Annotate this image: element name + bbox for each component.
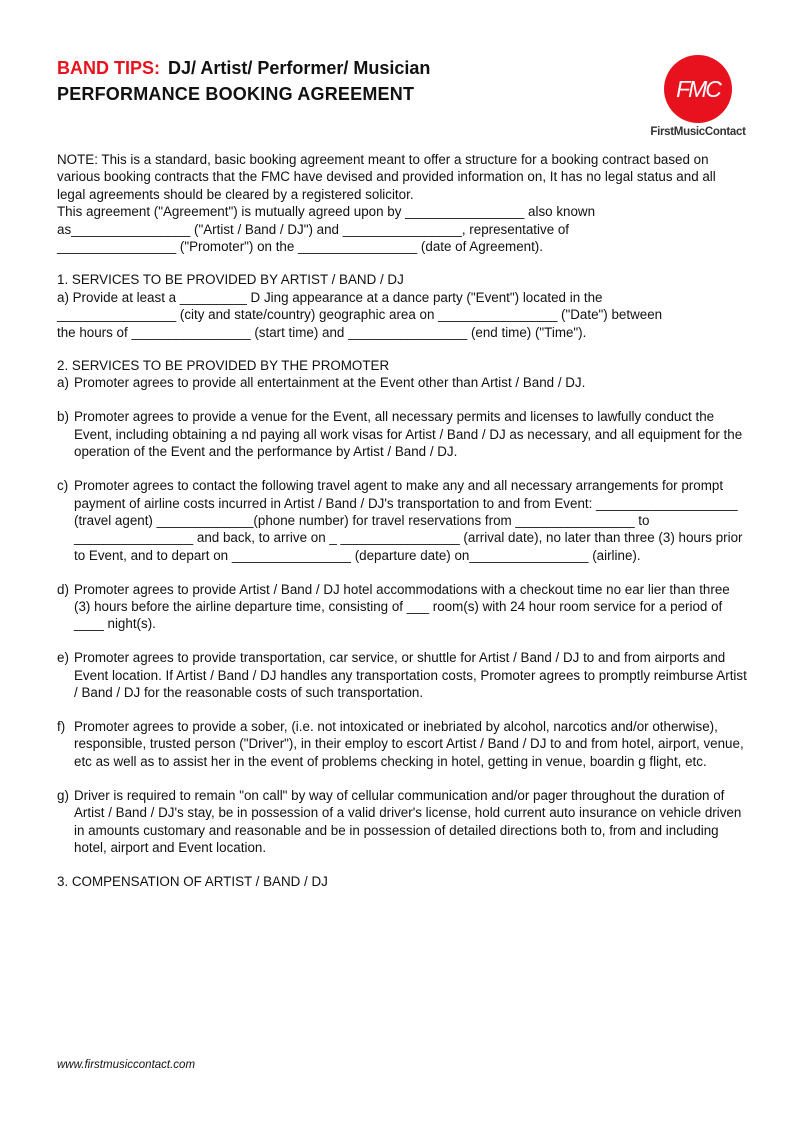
section-2-item-a bbox=[57, 374, 747, 391]
item-text: Promoter agrees to provide a sober, (i.e. not intoxicated or inebriated by alcohol, narcotics and/or otherwise), responsible, trusted person ("Driver"), in their employ to escort Artist / Band / DJ to and from hotel, airport, venue, etc as well as to assist her in the event of problems checking in hotel, getting in venue, boardin g flight, etc. bbox=[74, 719, 744, 769]
section-2-item-c bbox=[57, 477, 747, 564]
section-2-item-e bbox=[57, 649, 747, 701]
section-1-item-line: ________________ (city and state/country) geographic area on ________________ ("Date") between bbox=[57, 307, 663, 323]
item-text: Driver is required to remain "on call" by way of cellular communication and/or pager throughout the duration of Artist / Band / DJ's stay, be in possession of a valid driver's license, hold current auto insurance on vehicle driven in amounts customary and reasonable and be in possession of detailed directions both to, from and including hotel, airport and Event location. bbox=[74, 787, 742, 855]
item-text: Promoter agrees to provide transportation, car service, or shuttle for Artist / Band / DJ to and from airports and Event location. If Artist / Band / DJ handles any transportation costs, Promoter agrees to promptly reimburse Artist / Band / DJ for the reasonable costs of such transportation. bbox=[74, 650, 747, 701]
item-text: Promoter agrees to contact the following travel agent to make any and all necessary arrangements for prompt payment of airline costs incurred in Artist / Band / DJ's transportation to and from Event: ___________________ (travel agent) _____________(phone number) for travel reservations from ________________ to ________________ and back, to arrive on _ ________________ (arrival date), no later than three (3) hours prior to Event, and to depart on ________________ (departure date) on________________ (airline). bbox=[74, 478, 743, 563]
item-text: Promoter agrees to provide all entertainment at the Event other than Artist / Band / DJ. bbox=[74, 375, 586, 391]
item-label: b) bbox=[57, 409, 69, 425]
intro-paragraph bbox=[57, 203, 747, 255]
item-label: a) bbox=[57, 375, 69, 391]
item-label: g) bbox=[57, 787, 69, 803]
item-label: f) bbox=[57, 719, 66, 735]
page-title: PERFORMANCE BOOKING AGREEMENT bbox=[57, 84, 415, 104]
section-1-heading: 1. SERVICES TO BE PROVIDED BY ARTIST / BAND / DJ bbox=[57, 272, 404, 288]
section-2-heading: 2. SERVICES TO BE PROVIDED BY THE PROMOTER bbox=[57, 358, 390, 374]
fmc-logo-name: FirstMusicContact bbox=[650, 126, 746, 138]
section-2-item-g bbox=[57, 787, 747, 857]
fmc-logo-mark: FMC bbox=[676, 76, 720, 102]
title-line-1 bbox=[57, 57, 617, 79]
subtitle: DJ/ Artist/ Performer/ Musician bbox=[168, 58, 431, 78]
section-1-item-line: the hours of ________________ (start time) and ________________ (end time) ("Time"). bbox=[57, 324, 587, 340]
item-label: d) bbox=[57, 581, 69, 597]
intro-line: as________________ ("Artist / Band / DJ") and ________________, representative of bbox=[57, 221, 570, 237]
item-text: Promoter agrees to provide a venue for the Event, all necessary permits and licenses to lawfully conduct the Event, including obtaining a nd paying all work visas for Artist / Band / DJ as necessary, and all equipment for the operation of the Event and the performance by Artist / Band / DJ. bbox=[74, 409, 743, 460]
document-header bbox=[57, 57, 617, 105]
section-2-item-b bbox=[57, 408, 747, 460]
intro-line: This agreement ("Agreement") is mutually agreed upon by ________________ also known bbox=[57, 204, 596, 220]
fmc-logo bbox=[648, 55, 748, 138]
item-label: c) bbox=[57, 478, 69, 494]
section-3-heading: 3. COMPENSATION OF ARTIST / BAND / DJ bbox=[57, 873, 328, 889]
band-tips-label: BAND TIPS: bbox=[57, 58, 160, 78]
section-1-item-line: a) Provide at least a _________ D Jing appearance at a dance party ("Event") located in the bbox=[57, 289, 603, 305]
item-text: Promoter agrees to provide Artist / Band / DJ hotel accommodations with a checkout time no ear lier than three (3) hours before the airline departure time, consisting of ___ room(s) with 24 hour room service for a period of ____ night(s). bbox=[74, 581, 730, 632]
document-body bbox=[57, 151, 747, 890]
intro-line: ________________ ("Promoter") on the ________________ (date of Agreement). bbox=[57, 239, 543, 255]
fmc-logo-circle bbox=[664, 55, 732, 123]
section-2-item-f bbox=[57, 718, 747, 770]
item-label: e) bbox=[57, 650, 69, 666]
section-2-item-d bbox=[57, 581, 747, 633]
footer-url-link[interactable]: www.firstmusiccontact.com bbox=[57, 1059, 196, 1071]
section-1-item-a bbox=[57, 289, 747, 341]
note-paragraph: NOTE: This is a standard, basic booking agreement meant to offer a structure for a booking contract based on various booking contracts that the FMC have devised and provided information on, It has no legal status and all legal agreements should be cleared by a registered solicitor. bbox=[57, 152, 716, 202]
